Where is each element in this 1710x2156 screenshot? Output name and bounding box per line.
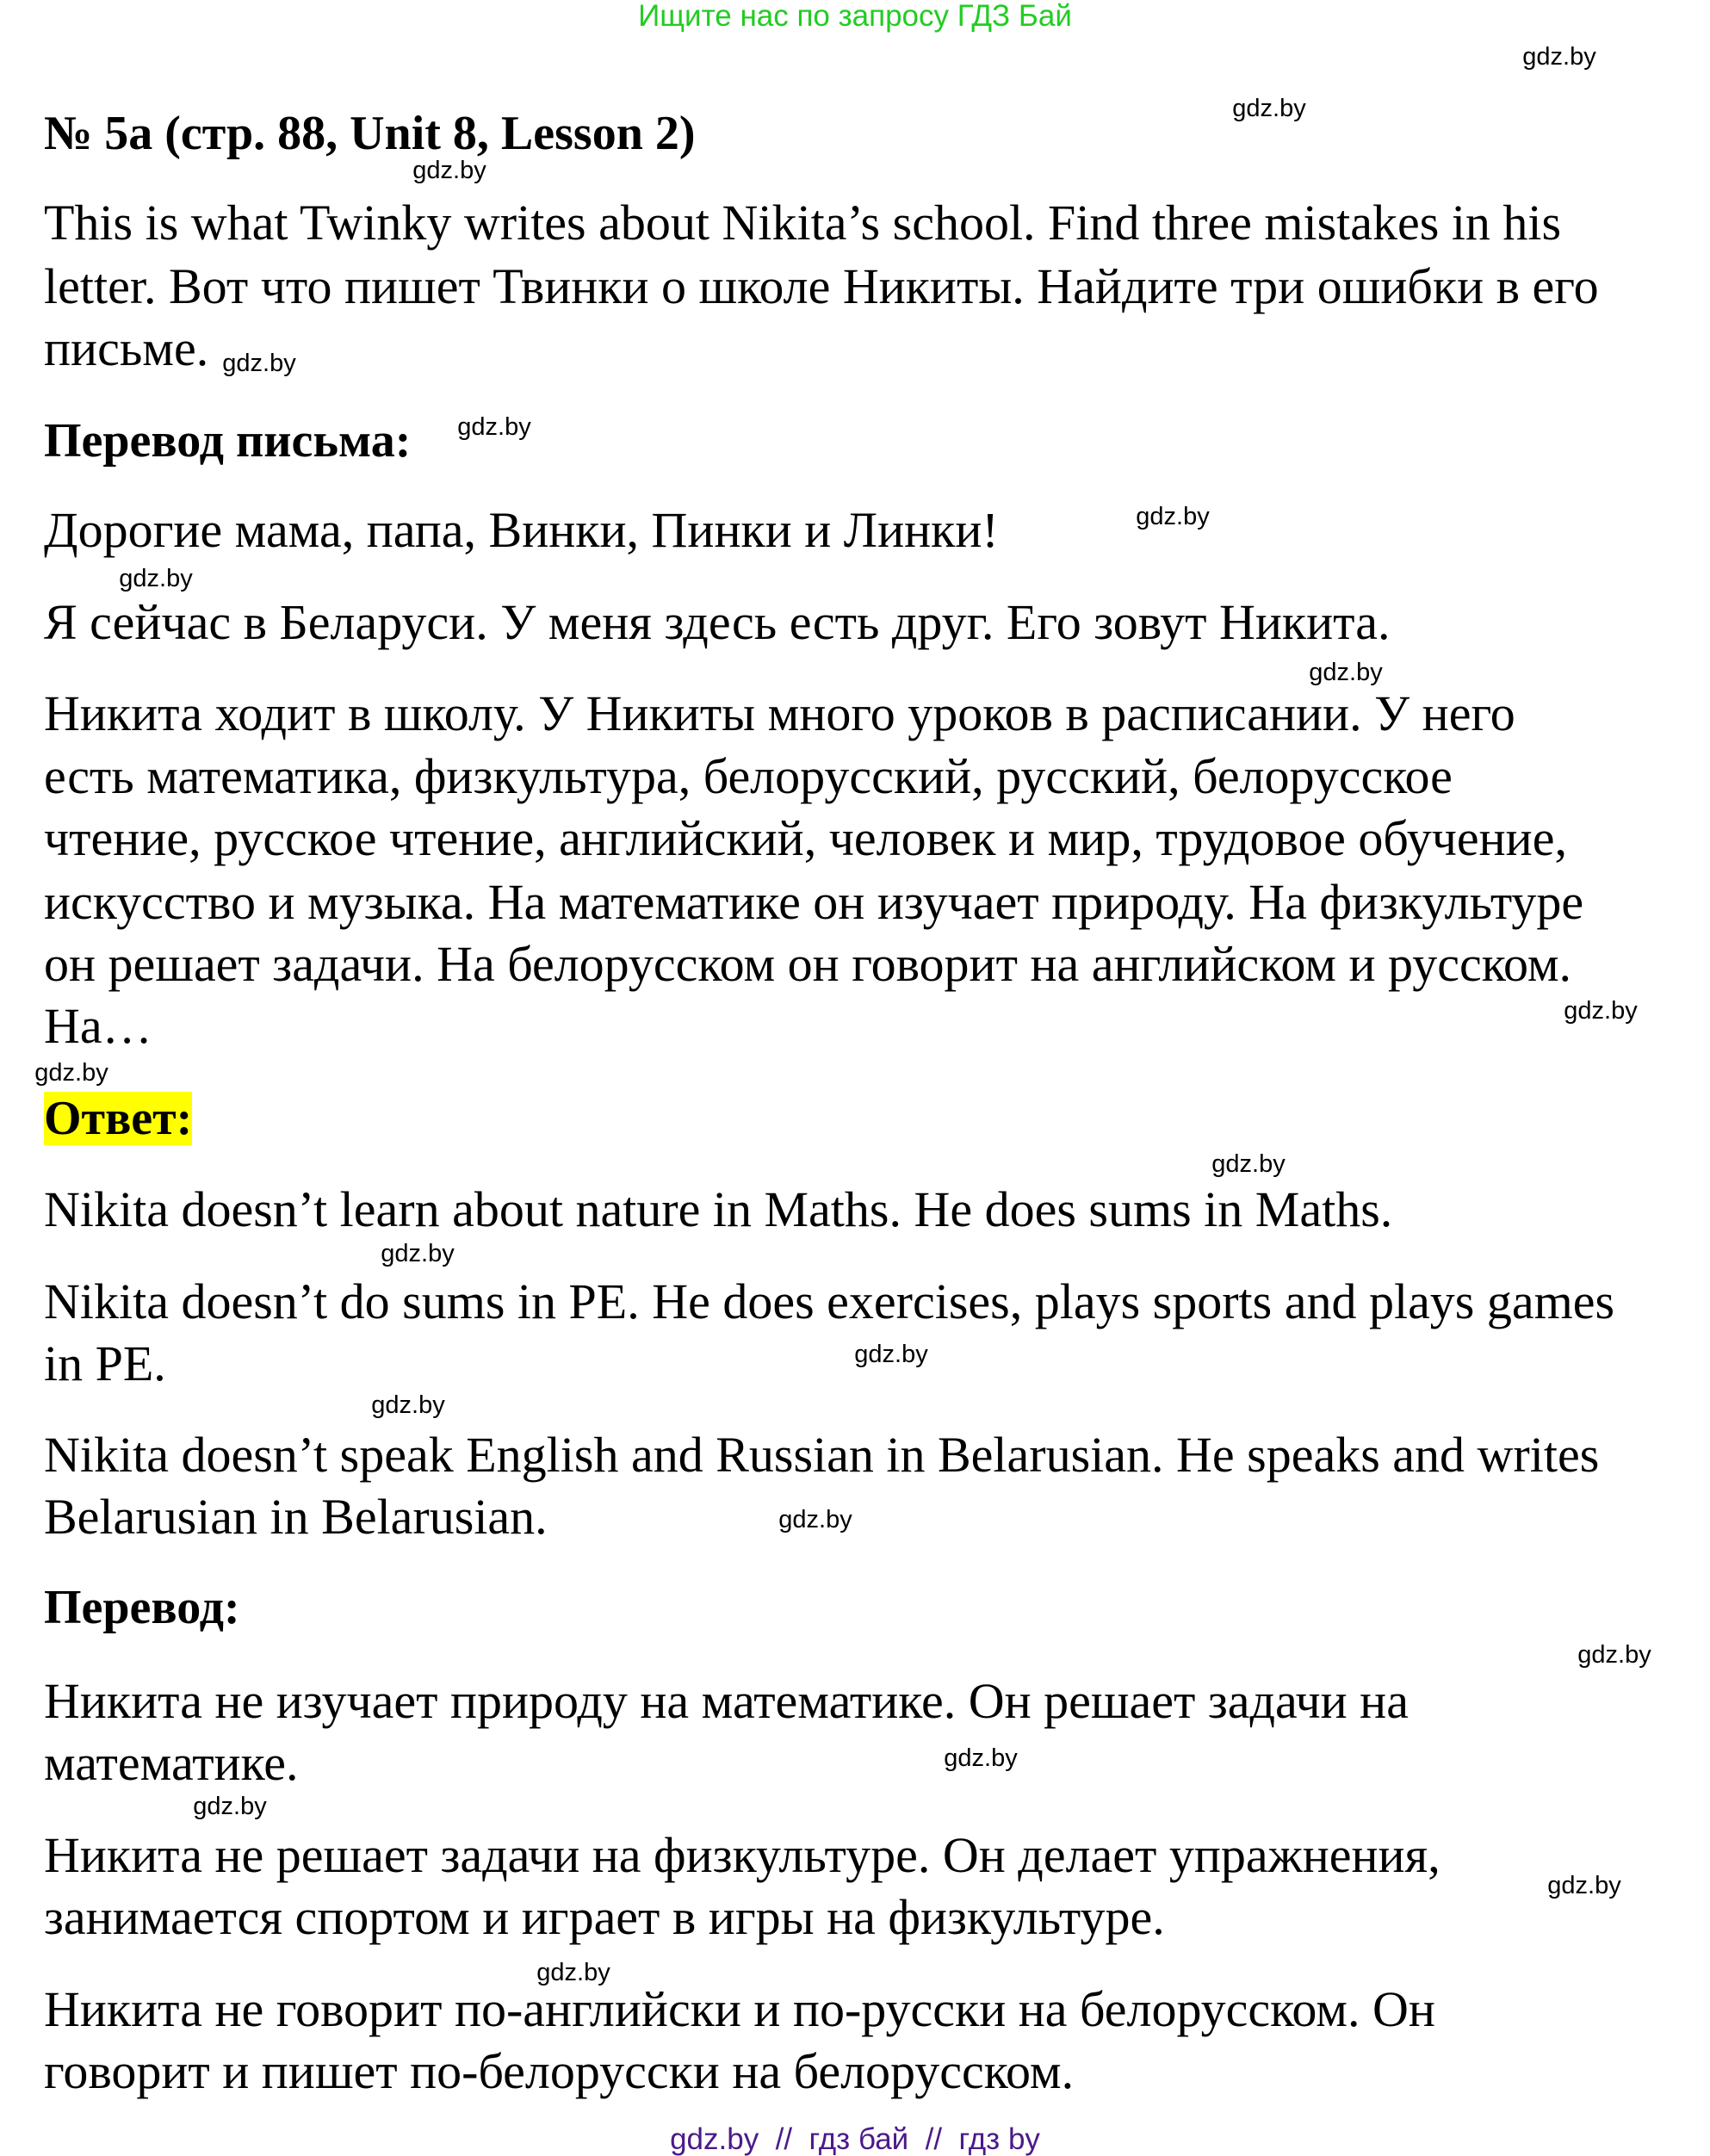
watermark: gdz.by [412, 157, 486, 184]
watermark: gdz.by [854, 1341, 928, 1368]
letter-line: Никита ходит в школу. У Никиты много уроков в расписании. У него [44, 685, 1515, 741]
search-banner: Ищите нас по запросу ГДЗ Бай [638, 0, 1072, 33]
answer-line: Belarusian in Belarusian. [44, 1489, 548, 1545]
watermark: gdz.by [944, 1744, 1018, 1772]
footer-links: gdz.by // гдз бай // гдз by [670, 2122, 1040, 2156]
watermark: gdz.by [1547, 1872, 1621, 1899]
watermark: gdz.by [1564, 997, 1638, 1025]
translation-line: математике. [44, 1735, 299, 1791]
watermark: gdz.by [119, 565, 193, 592]
watermark: gdz.by [536, 1959, 610, 1986]
translation-heading: Перевод: [44, 1581, 240, 1634]
watermark: gdz.by [778, 1506, 852, 1533]
watermark: gdz.by [1309, 659, 1383, 686]
answer-line: in PE. [44, 1335, 166, 1391]
watermark: gdz.by [371, 1391, 445, 1419]
answer-line: Nikita doesn’t learn about nature in Maths. He does sums in Maths. [44, 1181, 1393, 1237]
letter-line: он решает задачи. На белорусском он говорит на английском и русском. [44, 936, 1572, 992]
letter-line: искусство и музыка. На математике он изучает природу. На физкультуре [44, 874, 1584, 930]
watermark: gdz.by [222, 350, 296, 377]
watermark: gdz.by [1136, 503, 1210, 530]
page-title: № 5a (стр. 88, Unit 8, Lesson 2) [44, 107, 696, 160]
letter-line: чтение, русское чтение, английский, человек и мир, трудовое обучение, [44, 810, 1567, 866]
watermark: gdz.by [457, 413, 531, 441]
answer-line: Nikita doesn’t speak English and Russian in Belarusian. He speaks and writes [44, 1427, 1600, 1483]
watermark: gdz.by [1211, 1150, 1286, 1178]
translation-line: говорит и пишет по-белорусски на белорусском. [44, 2043, 1075, 2099]
task-text-line: letter. Вот что пишет Твинки о школе Никиты. Найдите три ошибки в его [44, 258, 1599, 314]
watermark: gdz.by [193, 1793, 267, 1820]
letter-heading: Перевод письма: [44, 414, 412, 468]
letter-line: есть математика, физкультура, белорусский, русский, белорусское [44, 748, 1453, 804]
letter-line: На… [44, 998, 152, 1054]
letter-greeting: Дорогие мама, папа, Винки, Пинки и Линки! [44, 502, 999, 558]
translation-line: Никита не решает задачи на физкультуре. Он делает упражнения, [44, 1827, 1440, 1883]
watermark: gdz.by [34, 1059, 108, 1087]
watermark: gdz.by [1232, 95, 1306, 122]
translation-line: Никита не говорит по-английски и по-русски на белорусском. Он [44, 1981, 1435, 2037]
letter-line: Я сейчас в Беларуси. У меня здесь есть друг. Его зовут Никита. [44, 594, 1391, 650]
watermark: gdz.by [1577, 1641, 1651, 1669]
answer-heading [44, 1087, 192, 1149]
answer-line: Nikita doesn’t do sums in PE. He does exercises, plays sports and plays games [44, 1273, 1615, 1329]
translation-line: занимается спортом и играет в игры на физкультуре. [44, 1889, 1165, 1945]
task-text-line: письме. [44, 320, 209, 376]
answer-heading-text: Ответ: [44, 1092, 193, 1145]
watermark: gdz.by [381, 1240, 455, 1267]
translation-line: Никита не изучает природу на математике. Он решает задачи на [44, 1673, 1409, 1729]
watermark: gdz.by [1522, 43, 1596, 71]
task-text-line: This is what Twinky writes about Nikita’s school. Find three mistakes in his [44, 195, 1562, 251]
